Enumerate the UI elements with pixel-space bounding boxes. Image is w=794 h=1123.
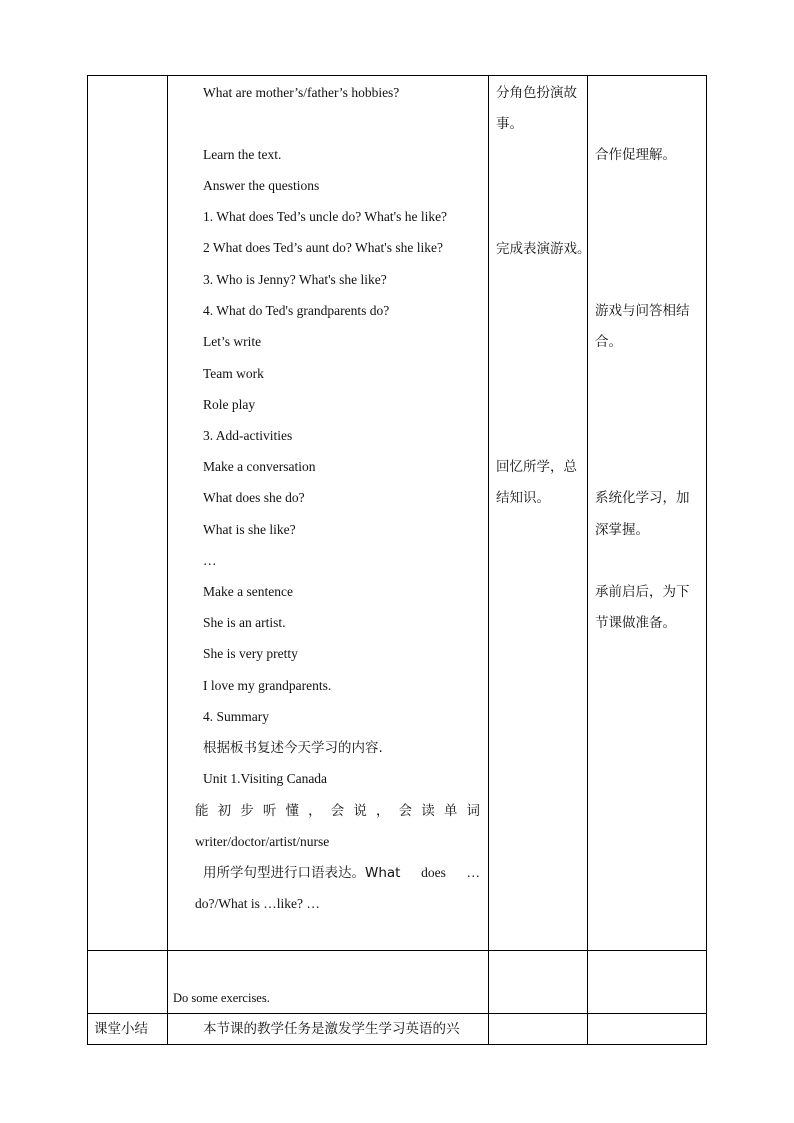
justified-char: ， bbox=[308, 803, 322, 819]
process-line: Make a sentence bbox=[203, 584, 293, 599]
process-line: I love my grandparents. bbox=[203, 678, 332, 693]
justified-char: 会 bbox=[330, 803, 345, 819]
design-intent-line: 深掌握。 bbox=[595, 522, 649, 538]
process-line: 4. What do Ted's grandparents do? bbox=[203, 303, 390, 318]
justified-word: … bbox=[466, 865, 480, 880]
student-activity-line: 结知识。 bbox=[496, 490, 550, 506]
process-line: 根据板书复述今天学习的内容. bbox=[203, 740, 383, 756]
design-intent-line: 承前启后，为下 bbox=[595, 584, 690, 600]
design-intent-line: 节课做准备。 bbox=[595, 615, 676, 631]
justified-char: 懂 bbox=[285, 803, 299, 819]
justified-char: 能 bbox=[195, 803, 209, 819]
table-border-left bbox=[87, 75, 88, 1045]
design-intent-line: 游戏与问答相结 bbox=[595, 303, 690, 319]
process-line: Answer the questions bbox=[203, 178, 320, 193]
process-line: do?/What is …like? … bbox=[195, 896, 320, 911]
summary-text: 本节课的教学任务是激发学生学习英语的兴 bbox=[203, 1021, 460, 1037]
justified-line bbox=[203, 864, 480, 882]
process-line: writer/doctor/artist/nurse bbox=[195, 834, 330, 849]
process-line: 1. What does Ted’s uncle do? What's he like? bbox=[203, 209, 448, 224]
exercise-text: Do some exercises. bbox=[173, 991, 270, 1005]
student-activity-line: 完成表演游戏。 bbox=[496, 241, 591, 257]
process-line: What are mother’s/father’s hobbies? bbox=[203, 85, 400, 100]
process-line: 3. Add-activities bbox=[203, 428, 293, 443]
justified-char: 词 bbox=[466, 803, 480, 819]
justified-char: 读 bbox=[421, 803, 435, 819]
process-line: What does she do? bbox=[203, 490, 305, 505]
justified-line bbox=[195, 802, 480, 820]
process-line: She is an artist. bbox=[203, 615, 286, 630]
table-col-divider bbox=[167, 75, 168, 1045]
process-line: Make a conversation bbox=[203, 459, 316, 474]
justified-word: 用所学句型进行口语表达。What bbox=[203, 865, 401, 881]
process-line: What is she like? bbox=[203, 522, 296, 537]
justified-char: ， bbox=[376, 803, 390, 819]
process-line: … bbox=[203, 553, 217, 568]
process-line: Unit 1.Visiting Canada bbox=[203, 771, 328, 786]
table-row-divider bbox=[87, 950, 707, 951]
process-line: She is very pretty bbox=[203, 646, 298, 661]
table-col-divider bbox=[587, 75, 588, 1045]
design-intent-line: 系统化学习，加 bbox=[595, 490, 690, 506]
process-line: 4. Summary bbox=[203, 709, 269, 724]
design-intent-line: 合作促理解。 bbox=[595, 147, 676, 163]
summary-label: 课堂小结 bbox=[94, 1021, 148, 1037]
process-line: 2 What does Ted’s aunt do? What's she like? bbox=[203, 240, 443, 255]
justified-word: does bbox=[421, 865, 446, 880]
justified-char: 听 bbox=[262, 803, 277, 819]
process-line: Let’s write bbox=[203, 334, 262, 349]
table-row-divider bbox=[87, 1013, 707, 1014]
process-line: Role play bbox=[203, 397, 256, 412]
student-activity-line: 回忆所学，总 bbox=[496, 459, 577, 475]
student-activity-line: 事。 bbox=[496, 116, 523, 132]
process-line: Team work bbox=[203, 366, 264, 381]
justified-char: 步 bbox=[240, 803, 254, 819]
table-border-bottom bbox=[87, 1044, 707, 1045]
justified-char: 单 bbox=[443, 803, 458, 819]
table-border-right bbox=[706, 75, 707, 1045]
table-border-top bbox=[87, 75, 707, 76]
justified-char: 会 bbox=[398, 803, 413, 819]
process-line: 3. Who is Jenny? What's she like? bbox=[203, 272, 387, 287]
justified-char: 初 bbox=[217, 803, 232, 819]
process-line: Learn the text. bbox=[203, 147, 282, 162]
design-intent-line: 合。 bbox=[595, 334, 622, 350]
student-activity-line: 分角色扮演故 bbox=[496, 85, 577, 101]
table-col-divider bbox=[488, 75, 489, 1045]
justified-char: 说 bbox=[353, 803, 367, 819]
